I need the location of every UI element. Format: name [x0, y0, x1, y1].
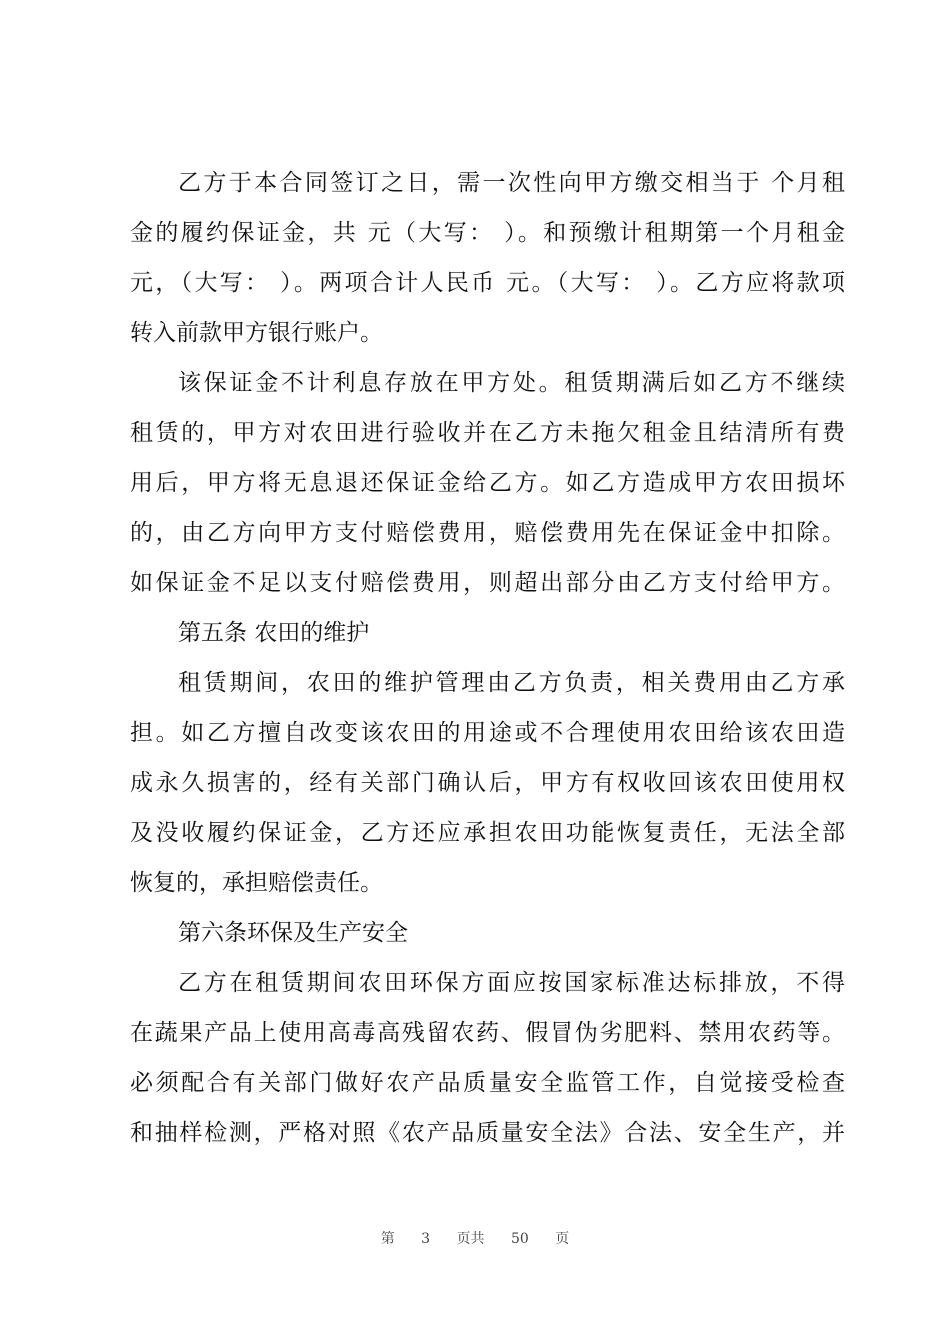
paragraph-6-line-1: 乙方在租赁期间农田环保方面应按国家标准达标排放，不得 — [178, 970, 845, 996]
footer-total-pages: 50 — [511, 1231, 529, 1247]
paragraph-4-line-2: 担。如乙方擅自改变该农田的用途或不合理使用农田给该农田造 — [130, 720, 845, 746]
paragraph-2-line-3: 用后，甲方将无息退还保证金给乙方。如乙方造成甲方农田损坏 — [130, 470, 845, 496]
paragraph-2-line-4: 的，由乙方向甲方支付赔偿费用，赔偿费用先在保证金中扣除。 — [130, 520, 845, 546]
paragraph-6-line-3: 必须配合有关部门做好农产品质量安全监管工作，自觉接受检查 — [130, 1070, 845, 1096]
footer-suffix: 页 — [555, 1231, 570, 1247]
section-heading-article-6: 第六条环保及生产安全 — [178, 920, 408, 946]
paragraph-4-line-5: 恢复的，承担赔偿责任。 — [130, 870, 383, 896]
page-footer — [0, 1224, 950, 1254]
footer-prefix: 第 — [380, 1231, 395, 1247]
footer-current-page: 3 — [421, 1231, 431, 1247]
paragraph-1-line-2: 金的履约保证金，共 元（大写： ）。和预缴计租期第一个月租金 — [130, 220, 845, 246]
paragraph-1-line-3: 元，（大写： ）。两项合计人民币 元。（大写： ）。乙方应将款项 — [130, 270, 845, 296]
paragraph-6-line-2: 在蔬果产品上使用高毒高残留农药、假冒伪劣肥料、禁用农药等。 — [130, 1020, 845, 1046]
paragraph-4-line-3: 成永久损害的，经有关部门确认后，甲方有权收回该农田使用权 — [130, 770, 845, 796]
paragraph-1-line-1: 乙方于本合同签订之日，需一次性向甲方缴交相当于 个月租 — [178, 170, 845, 196]
section-heading-article-5: 第五条 农田的维护 — [178, 620, 370, 646]
paragraph-6-line-4: 和抽样检测，严格对照《农产品质量安全法》合法、安全生产，并 — [130, 1120, 845, 1146]
paragraph-4-line-4: 及没收履约保证金，乙方还应承担农田功能恢复责任，无法全部 — [130, 820, 845, 846]
paragraph-1-line-4: 转入前款甲方银行账户。 — [130, 320, 383, 346]
paragraph-4-line-1: 租赁期间，农田的维护管理由乙方负责，相关费用由乙方承 — [178, 670, 845, 696]
paragraph-2-line-2: 租赁的，甲方对农田进行验收并在乙方未拖欠租金且结清所有费 — [130, 420, 845, 446]
paragraph-2-line-5: 如保证金不足以支付赔偿费用，则超出部分由乙方支付给甲方。 — [130, 570, 845, 596]
footer-middle: 页共 — [456, 1231, 485, 1247]
paragraph-2-line-1: 该保证金不计利息存放在甲方处。租赁期满后如乙方不继续 — [178, 370, 845, 396]
